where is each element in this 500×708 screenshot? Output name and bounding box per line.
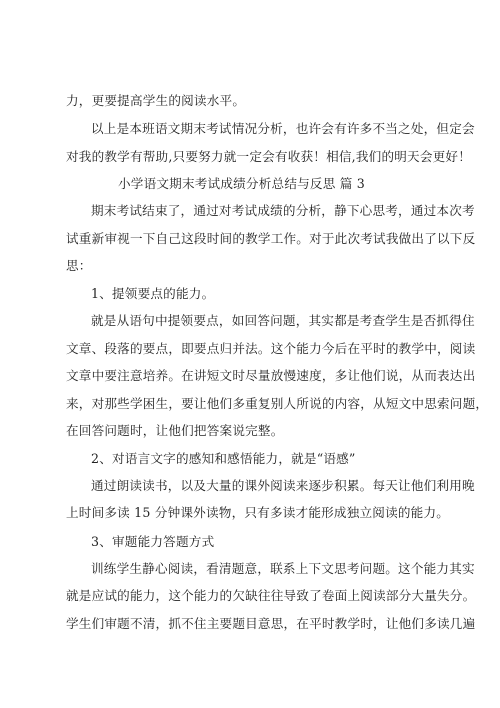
text-line: 力，更要提高学生的阅读水平。: [66, 93, 246, 108]
text-line: 以上是本班语文期末考试情况分析，也许会有许多不当之处，但定会: [91, 121, 475, 136]
section-heading: 3、审题能力答题方式: [91, 534, 215, 549]
text-line: 学生们审题不清，抓不住主要题目意思，在平时教学时，让他们多读几遍: [66, 616, 476, 631]
text-line: 期末考试结束了，通过对考试成绩的分析，静下心思考，通过本次考: [91, 203, 475, 218]
text-line: 对我的教学有帮助,只要努力就一定会有收获！相信,我们的明天会更好！: [66, 149, 472, 164]
section-heading: 2、对语言文字的感知和感悟能力，就是“语感”: [91, 451, 356, 466]
text-line: 就是应试的能力，这个能力的欠缺往往导致了卷面上阅读部分大量失分。: [66, 588, 476, 603]
text-line: 在回答问题时，让他们把答案说完整。: [66, 423, 284, 438]
text-line: 训练学生静心阅读，看清题意，联系上下文思考问题。这个能力其实: [91, 561, 475, 576]
section-heading: 1、提领要点的能力。: [91, 286, 215, 301]
text-line: 通过朗读读书，以及大量的课外阅读来逐步积累。每天让他们利用晚: [91, 478, 475, 493]
text-line: 文章中要注意培养。在讲短文时尽量放慢速度，多让他们说，从而表达出: [66, 368, 476, 383]
text-line: 思：: [66, 258, 92, 273]
text-line: 就是从语句中提领要点，如回答问题，其实都是考查学生是否抓得住: [91, 313, 475, 328]
section-title: 小学语文期末考试成绩分析总结与反思 篇 3: [118, 176, 365, 191]
text-line: 来，对那些学困生，要让他们多重复别人所说的内容，从短文中思索问题，: [66, 396, 489, 411]
text-line: 文章、段落的要点，即要点归并法。这个能力今后在平时的教学中，阅读: [66, 341, 476, 356]
text-line: 上时间多读 15 分钟课外读物，只有多读才能形成独立阅读的能力。: [66, 505, 450, 520]
text-line: 试重新审视一下自己这段时间的教学工作。对于此次考试我做出了以下反: [66, 231, 476, 246]
